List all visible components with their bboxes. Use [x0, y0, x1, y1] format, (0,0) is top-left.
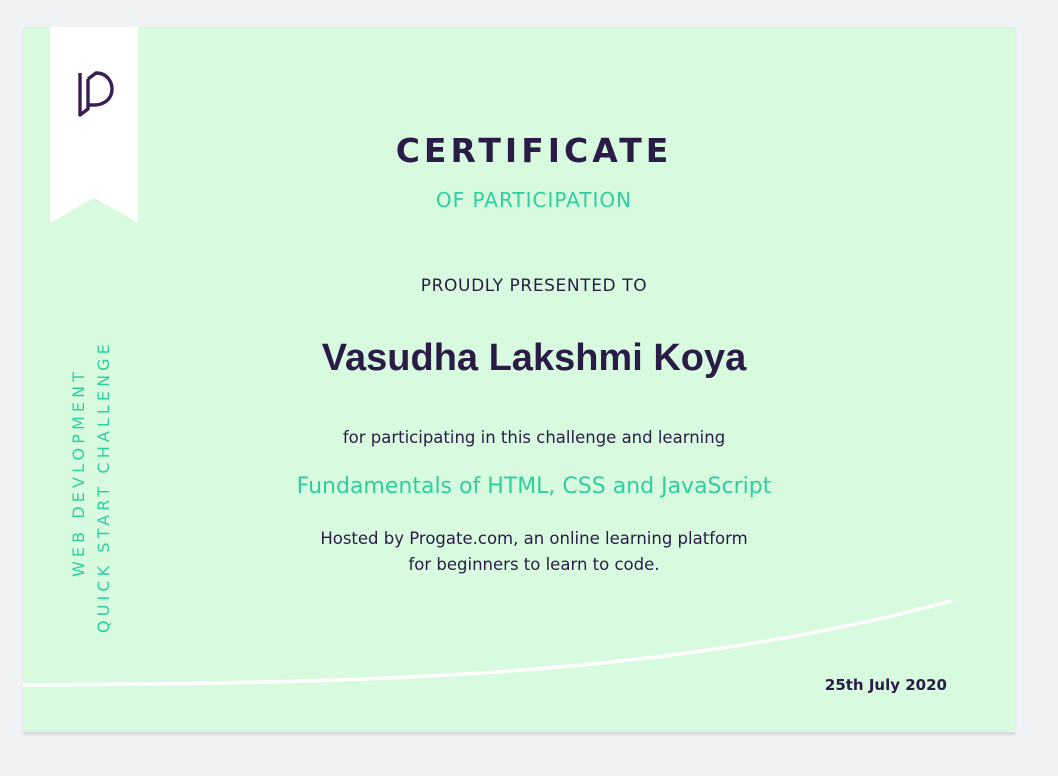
recipient-name: Vasudha Lakshmi Koya [321, 337, 747, 379]
participation-text: for participating in this challenge and learning [342, 428, 726, 447]
progate-logo-icon [74, 69, 114, 121]
hosted-by-line-2: for beginners to learn to code. [408, 555, 660, 574]
certificate-title: CERTIFICATE [395, 131, 673, 170]
certificate [23, 27, 1015, 732]
side-banner-line-1: WEB DEVLOPMENT [69, 367, 88, 577]
certificate-subtitle: OF PARTICIPATION [435, 188, 633, 212]
side-banner-line-2: QUICK START CHALLENGE [94, 340, 113, 633]
certificate-date: 25th July 2020 [824, 676, 947, 694]
presented-to-label: PROUDLY PRESENTED TO [420, 276, 648, 296]
course-name: Fundamentals of HTML, CSS and JavaScript [296, 474, 772, 499]
hosted-by-line-1: Hosted by Progate.com, an online learning platform [320, 529, 748, 548]
hosted-by-text [23, 526, 1015, 578]
